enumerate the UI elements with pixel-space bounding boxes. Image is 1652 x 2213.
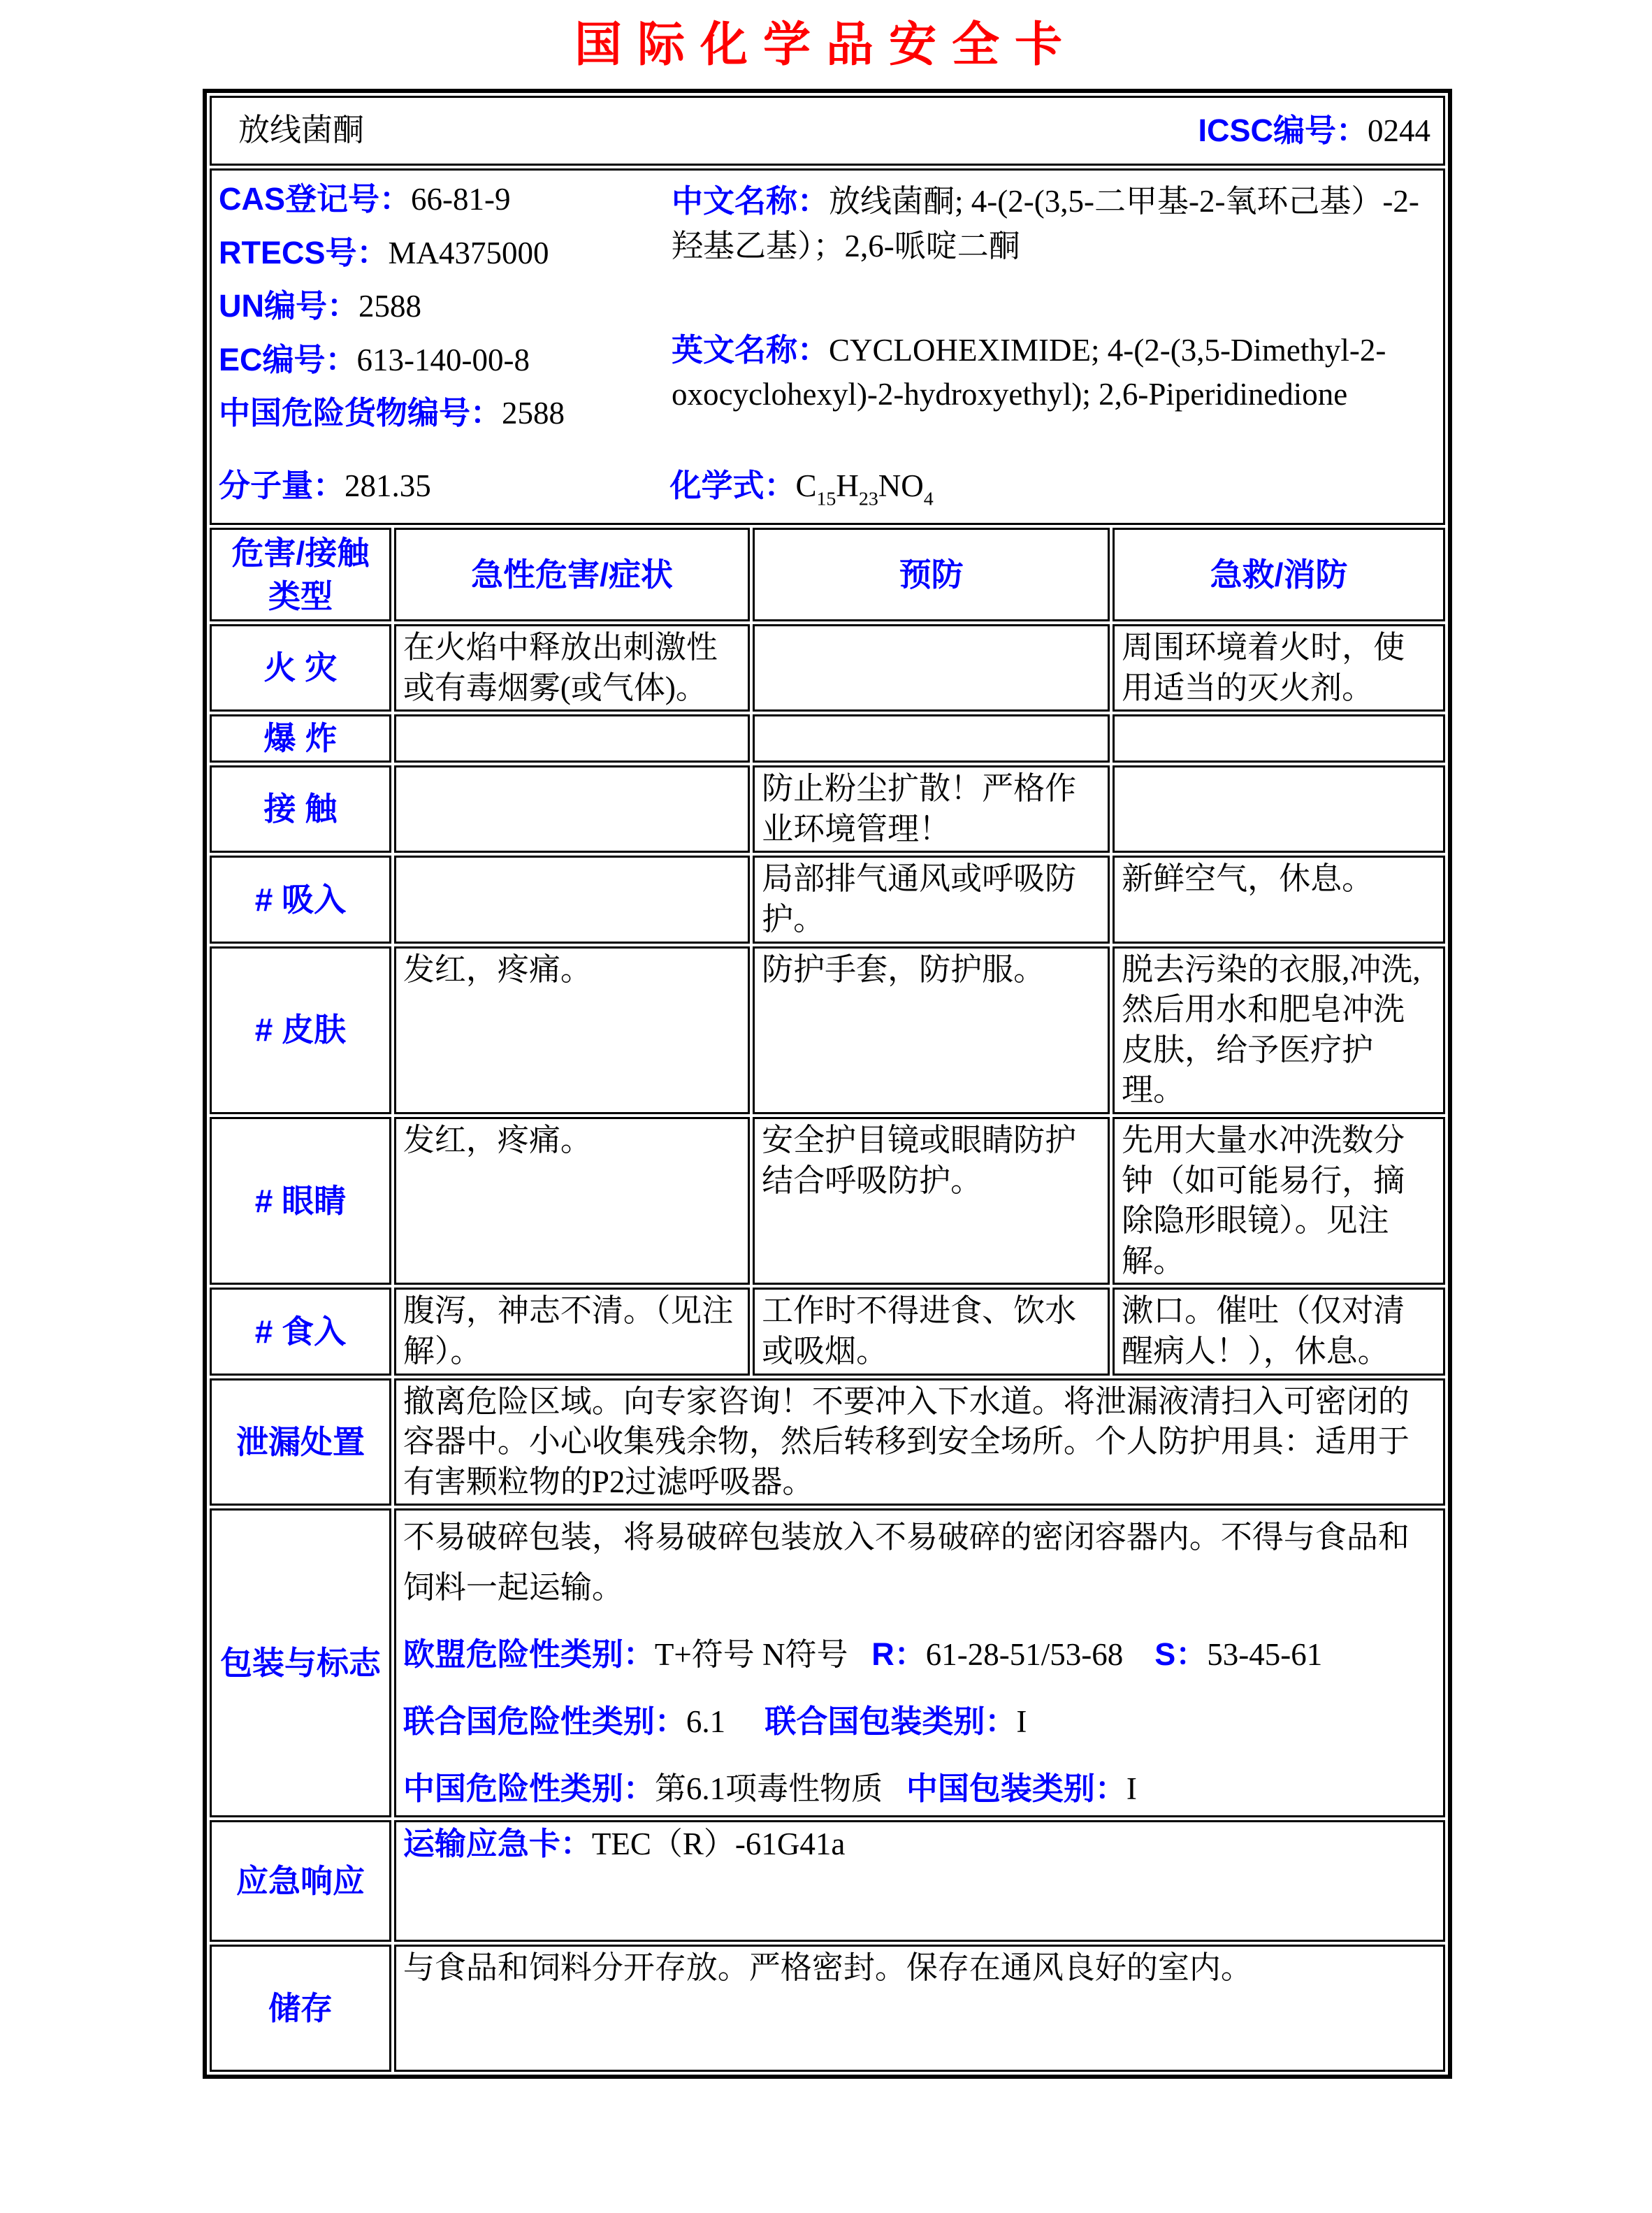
row-emergency: [210, 1820, 1445, 1942]
exposure-prevention: 防止粉尘扩散！严格作业环境管理！: [753, 765, 1110, 853]
row-label-packaging: 包装与标志: [210, 1508, 391, 1817]
fire-symptoms: 在火焰中释放出刺激性或有毒烟雾(或气体)。: [394, 624, 750, 712]
row-label-inhalation: # 吸入: [210, 856, 391, 943]
ingestion-symptoms: 腹泻，神志不清。（见注解）。: [394, 1288, 750, 1375]
exposure-firstaid: [1113, 765, 1445, 853]
substance-name: 放线菌酮: [238, 113, 365, 148]
inhalation-symptoms: [394, 856, 750, 943]
packaging-cell: [394, 1508, 1445, 1817]
icsc-value: 0244: [1368, 113, 1430, 148]
row-eyes: [210, 1117, 1445, 1285]
col-header-firstaid: 急救/消防: [1113, 528, 1445, 621]
inhalation-firstaid: 新鲜空气，休息。: [1113, 856, 1445, 943]
fire-prevention: [753, 624, 1110, 712]
row-label-spill: 泄漏处置: [210, 1378, 391, 1506]
row-label-skin: # 皮肤: [210, 946, 391, 1114]
eyes-symptoms: 发红，疼痛。: [394, 1117, 750, 1285]
row-label-ingestion: # 食入: [210, 1288, 391, 1375]
eyes-firstaid: 先用大量水冲洗数分钟（如可能易行，摘除隐形眼镜）。见注解。: [1113, 1117, 1445, 1285]
row-label-emergency: 应急响应: [210, 1820, 391, 1942]
skin-symptoms: 发红，疼痛。: [394, 946, 750, 1114]
ingestion-prevention: 工作时不得进食、饮水或吸烟。: [753, 1288, 1110, 1375]
row-label-storage: 储存: [210, 1945, 391, 2072]
icsc-number: [1198, 110, 1430, 152]
row-packaging: [210, 1508, 1445, 1817]
row-inhalation: [210, 856, 1445, 943]
col-header-hazard-type: 危害/接触类型: [210, 528, 391, 621]
row-label-explosion: 爆 炸: [210, 714, 391, 763]
col-header-prevention: 预防: [753, 528, 1110, 621]
page-title: 国际化学品安全卡: [574, 18, 1078, 71]
chemical-names: [672, 179, 1436, 447]
row-label-fire: 火 灾: [210, 624, 391, 712]
header-row: [210, 96, 1445, 166]
chemical-formula: 化学式：$C_{15}H_{23}NO_4$: [669, 467, 934, 510]
row-skin: [210, 946, 1445, 1114]
identifier-row: [210, 168, 1445, 525]
molecular-line: [212, 466, 1443, 512]
english-name: 英文名称：CYCLOHEXIMIDE; 4-(2-(3,5-Dimethyl-2-oxocyclohexyl)-2-hydroxyethyl); 2,6-Piperidinedione: [672, 331, 1386, 412]
molecular-weight: 分子量：281.35: [219, 467, 431, 503]
packaging-eu-classification: 欧盟危险性类别：T+符号 N符号 R：61-28-51/53-68 S：53-45-61: [403, 1636, 1323, 1673]
ec-number: EC编号：613-140-00-8: [219, 341, 530, 377]
exposure-symptoms: [394, 765, 750, 853]
packaging-un-classification: 联合国危险性类别：6.1 联合国包装类别：I: [403, 1703, 1027, 1740]
emergency-transport-card: 运输应急卡：TEC（R）-61G41a: [394, 1820, 1445, 1942]
storage-text: 与食品和饲料分开存放。严格密封。保存在通风良好的室内。: [394, 1945, 1445, 2072]
identifier-cell: [210, 168, 1445, 525]
un-number: UN编号：2588: [219, 288, 421, 324]
icsc-label: ICSC编号：: [1198, 112, 1368, 148]
chinese-name: 中文名称：放线菌酮; 4-(2-(3,5-二甲基-2-氧环己基）-2-羟基乙基）；2,6-哌啶二酮: [672, 183, 1419, 264]
packaging-cn-classification: 中国危险性类别：第6.1项毒性物质 中国包装类别：I: [403, 1771, 1137, 1807]
fire-firstaid: 周围环境着火时，使用适当的灭火剂。: [1113, 624, 1445, 712]
china-dg-number: 中国危险货物编号：2588: [219, 395, 565, 431]
skin-firstaid: 脱去污染的衣服,冲洗,然后用水和肥皂冲洗皮肤，给予医疗护理。: [1113, 946, 1445, 1114]
row-ingestion: [210, 1288, 1445, 1375]
row-label-exposure: 接 触: [210, 765, 391, 853]
spill-text: 撤离危险区域。向专家咨询！不要冲入下水道。将泄漏液清扫入可密闭的容器中。小心收集残余物，然后转移到安全场所。个人防护用具：适用于有害颗粒物的P2过滤呼吸器。: [394, 1378, 1445, 1506]
col-header-symptoms: 急性危害/症状: [394, 528, 750, 621]
explosion-firstaid: [1113, 714, 1445, 763]
registry-numbers: [219, 179, 672, 447]
ingestion-firstaid: 漱口。催吐（仅对清醒病人！），休息。: [1113, 1288, 1445, 1375]
packaging-intro: 不易破碎包装，将易破碎包装放入不易破碎的密闭容器内。不得与食品和饲料一起运输。: [403, 1520, 1410, 1606]
explosion-prevention: [753, 714, 1110, 763]
cas-number: CAS登记号：66-81-9: [219, 181, 511, 217]
skin-prevention: 防护手套，防护服。: [753, 946, 1110, 1114]
row-explosion: [210, 714, 1445, 763]
explosion-symptoms: [394, 714, 750, 763]
hazard-header-row: [210, 528, 1445, 621]
row-spill: [210, 1378, 1445, 1506]
row-storage: [210, 1945, 1445, 2072]
rtecs-number: RTECS号：MA4375000: [219, 234, 549, 271]
row-label-eyes: # 眼睛: [210, 1117, 391, 1285]
row-exposure: [210, 765, 1445, 853]
safety-card-table: [203, 89, 1452, 2079]
header-cell: [210, 96, 1445, 166]
row-fire: [210, 624, 1445, 712]
inhalation-prevention: 局部排气通风或呼吸防护。: [753, 856, 1110, 943]
eyes-prevention: 安全护目镜或眼睛防护结合呼吸防护。: [753, 1117, 1110, 1285]
